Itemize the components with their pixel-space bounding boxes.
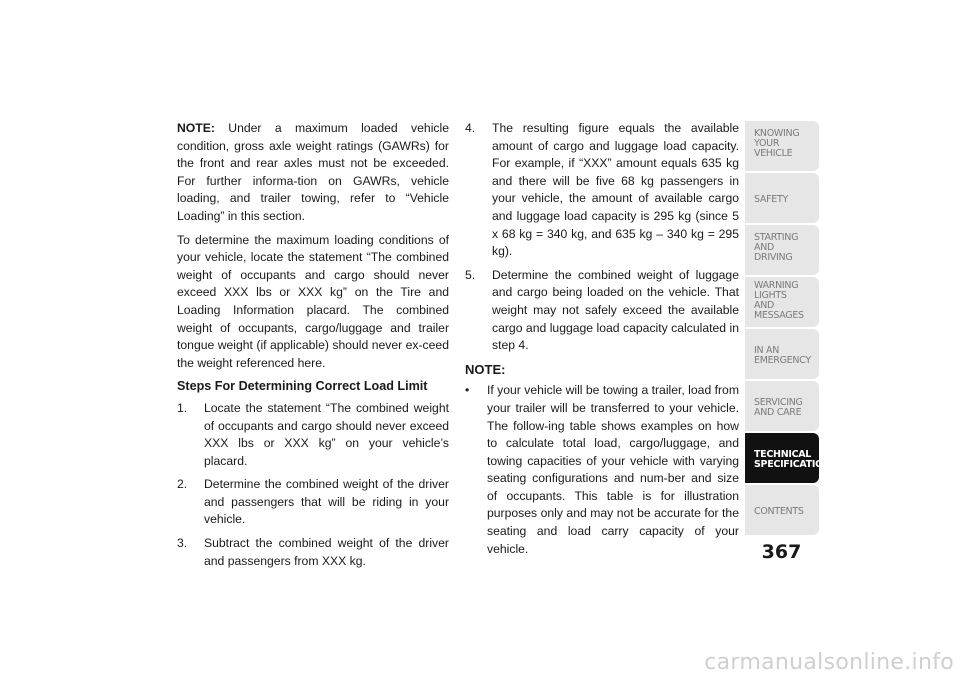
chapter-tabs	[745, 121, 838, 537]
bullet-text: If your vehicle will be towing a trailer, load from your trailer will be transferred to your vehicle. The follow-ing table shows examples on how to calculate total load, cargo/luggage, and towing capacities of your vehicle with varying seating configurations and num-ber and size of occupants. This table is for illustration purposes only and may not be accurate for the seating and load carry capacity of your vehicle.	[487, 383, 739, 556]
tab-knowing-your-vehicle[interactable]: KNOWING YOUR VEHICLE	[745, 121, 819, 171]
step-number: 2.	[177, 477, 188, 492]
step-text: Locate the statement “The combined weight of occupants and cargo should never exceed XXX lbs or XXX kg” on your vehicle’s placard.	[204, 400, 449, 468]
step-text: The resulting figure equals the available amount of cargo and luggage load capacity. For example, if “XXX” amount equals 635 kg and there will be five 68 kg passengers in your vehicle, the amount of available cargo and luggage load capacity is 295 kg (since 5 x 68 kg = 340 kg, and 635 kg – 340 kg = 295 kg).	[492, 121, 739, 259]
bullet-mark: •	[465, 383, 470, 398]
step-number: 5.	[465, 267, 476, 282]
step-item	[177, 535, 449, 570]
step-number: 3.	[177, 536, 188, 551]
step-number: 1.	[177, 400, 188, 415]
watermark: carmanualsonline.info	[704, 650, 954, 675]
tab-servicing-and-care[interactable]: SERVICING AND CARE	[745, 381, 819, 431]
steps-heading: Steps For Determining Correct Load Limit	[177, 379, 428, 394]
tab-safety[interactable]: SAFETY	[745, 173, 819, 223]
page-number: 367	[761, 541, 802, 563]
left-column	[177, 120, 449, 576]
step-number: 4.	[465, 121, 476, 135]
step-item	[177, 400, 449, 470]
step-item	[177, 476, 449, 529]
step-text: Determine the combined weight of luggage and cargo being loaded on the vehicle. That weight may not safely exceed the available cargo and luggage load capacity calculated in step 4.	[492, 267, 739, 353]
intro-paragraph: To determine the maximum loading conditions of your vehicle, locate the statement “The combined weight of occupants and cargo should never exceed XXX lbs or XXX kg” on the Tire and Loading Information placard. The combined weight of occupants, cargo/luggage and trailer tongue weight (if applicable) should never ex-ceed the weight referenced here.	[177, 232, 449, 370]
right-column	[465, 120, 739, 564]
tab-warning-lights-and-messages[interactable]: WARNING LIGHTS AND MESSAGES	[745, 277, 819, 327]
note-paragraph	[177, 120, 449, 226]
note-bullets	[465, 382, 739, 558]
bullet-item	[465, 382, 739, 558]
steps-list-left	[177, 400, 449, 570]
tab-technical-specifications[interactable]: TECHNICAL SPECIFICATIONS	[745, 433, 819, 483]
tab-starting-and-driving[interactable]: STARTING AND DRIVING	[745, 225, 819, 275]
note-heading: NOTE:	[465, 361, 506, 377]
step-text: Subtract the combined weight of the driver and passengers from XXX kg.	[204, 536, 449, 568]
note-text: Under a maximum loaded vehicle condition, gross axle weight ratings (GAWRs) for the front and rear axles must not be exceeded. For further informa-tion on GAWRs, vehicle loading, and trailer towing, refer to “Vehicle Loading” in this section.	[177, 121, 449, 223]
step-text: Determine the combined weight of the driver and passengers that will be riding in your vehicle.	[204, 477, 449, 527]
step-item	[465, 120, 739, 261]
tab-contents[interactable]: CONTENTS	[745, 485, 819, 535]
note-label: NOTE:	[177, 121, 215, 135]
step-item	[465, 267, 739, 355]
steps-list-right	[465, 120, 739, 355]
tab-in-an-emergency[interactable]: IN AN EMERGENCY	[745, 329, 819, 379]
